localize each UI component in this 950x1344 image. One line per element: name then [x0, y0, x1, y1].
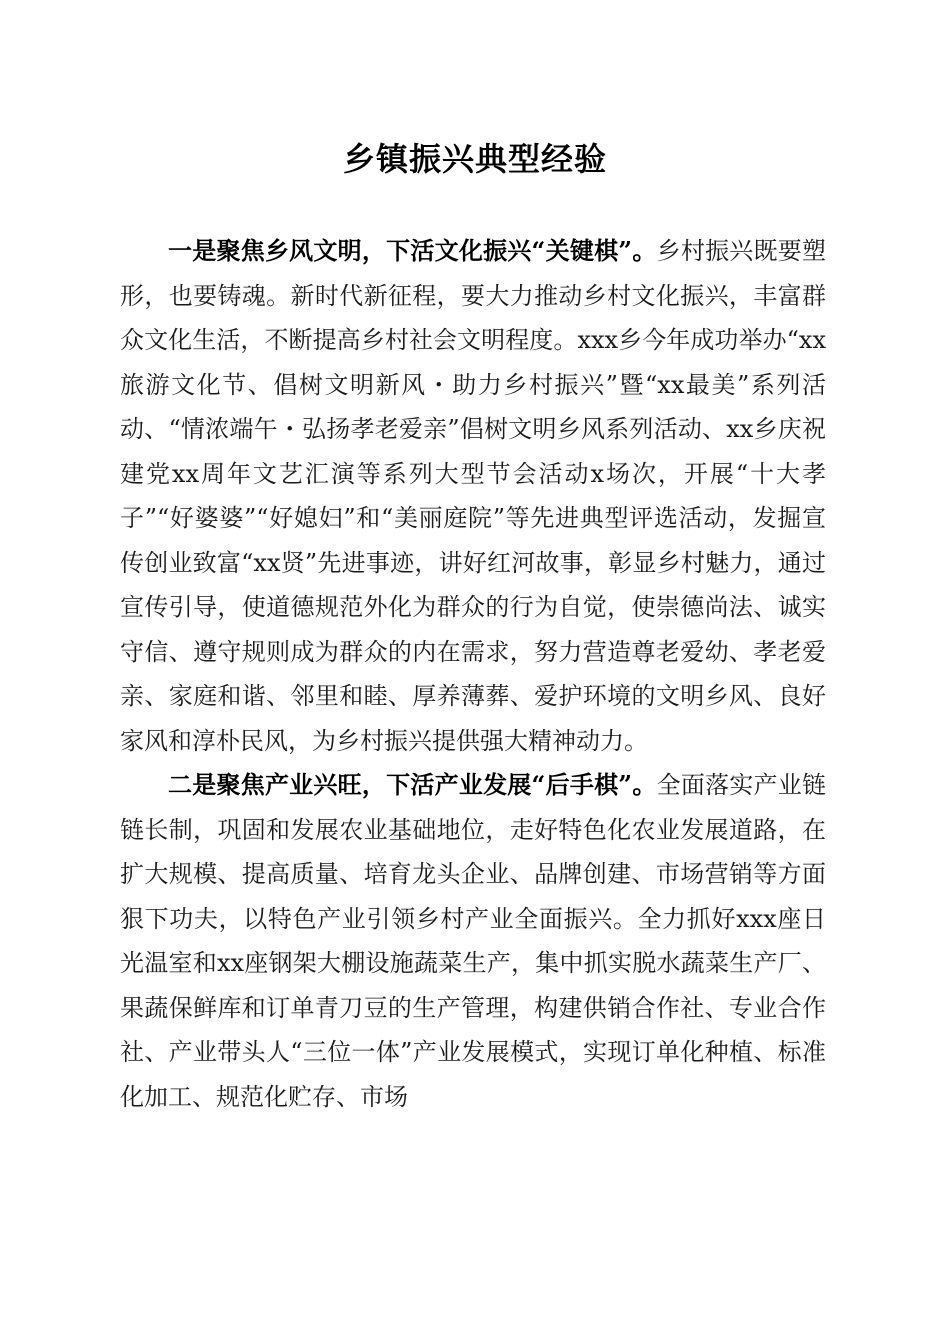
paragraph-culture [120, 229, 826, 763]
page-title: 乡镇振兴典型经验 [342, 140, 607, 178]
paragraph-industry [120, 763, 826, 1119]
paragraph-text: 全面落实产业链链长制，巩固和发展农业基础地位，走好特色化农业发展道路，在扩大规模、提高质量、培育龙头企业、品牌创建、市场营销等方面狠下功夫，以特色产业引领乡村产业全面振兴。全力抓好xxx座日光温室和xx座钢架大棚设施蔬菜生产，集中抓实脱水蔬菜生产厂、果蔬保鲜库和订单青刀豆的生产管理，构建供销合作社、专业合作社、产业带头人“三位一体”产业发展模式，实现订单化种植、标准化加工、规范化贮存、市场 [120, 771, 827, 1111]
document-body [120, 229, 826, 1119]
paragraph-lead: 二是聚焦产业兴旺，下活产业发展“后手棋”。 [168, 770, 657, 799]
paragraph-text: 乡村振兴既要塑形，也要铸魂。新时代新征程，要大力推动乡村文化振兴，丰富群众文化生活，不断提高乡村社会文明程度。xxx乡今年成功举办“xx旅游文化节、倡树文明新风・助力乡村振兴”暨“xx最美”系列活动、“情浓端午・弘扬孝老爱亲”倡树文明乡风系列活动、xx乡庆祝建党xx周年文艺汇演等系列大型节会活动x场次，开展“十大孝子”“好婆婆”“好媳妇”和“美丽庭院”等先进典型评选活动，发掘宣传创业致富“xx贤”先进事迹，讲好红河故事，彰显乡村魅力，通过宣传引导，使道德规范外化为群众的行为自觉，使崇德尚法、诚实守信、遵守规则成为群众的内在需求，努力营造尊老爱幼、孝老爱亲、家庭和谐、邻里和睦、厚养薄葬、爱护环境的文明乡风、良好家风和淳朴民风，为乡村振兴提供强大精神动力。 [120, 237, 827, 755]
paragraph-lead: 一是聚焦乡风文明，下活文化振兴“关键棋”。 [168, 236, 657, 265]
